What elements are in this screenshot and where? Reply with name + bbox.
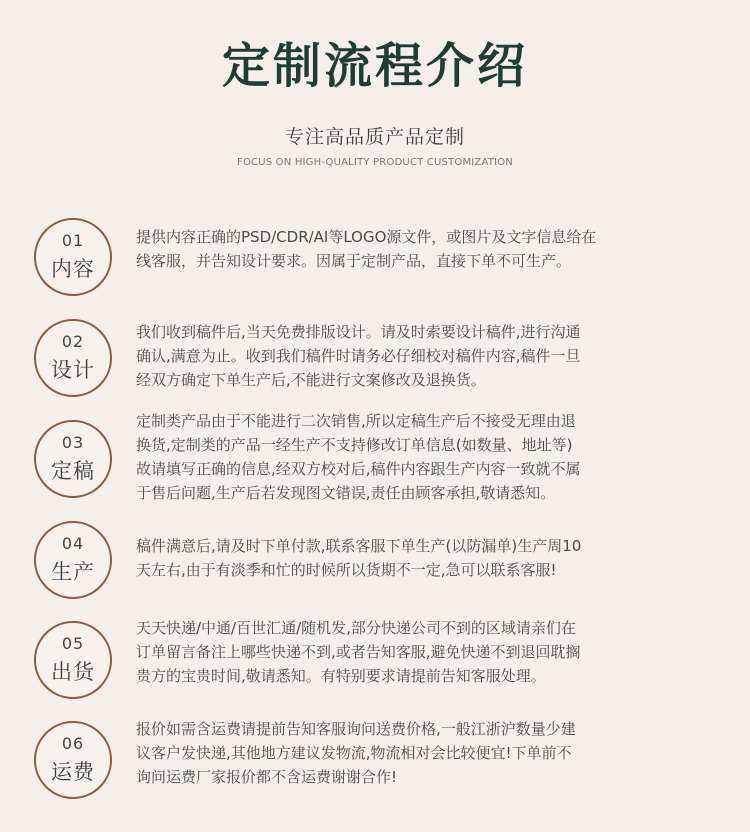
- page-subtitle: 专注高品质产品定制: [284, 126, 465, 148]
- step-label: 生产: [51, 560, 95, 584]
- step-number: 03: [61, 433, 85, 452]
- step-description: 天天快递/中通/百世汇通/随机发,部分快递公司不到的区域请亲们在 订单留言备注上哪些快递不到,或者告知客服,避免快递不到退回耽搁 贵方的宝贵时间,敬请悉知。有特别要求请提前告知客服处理。: [136, 619, 581, 685]
- step-label: 出货: [51, 660, 95, 684]
- step-04: [0, 521, 750, 621]
- step-number: 02: [61, 332, 85, 351]
- step-description: 提供内容正确的PSD/CDR/AI等LOGO源文件，或图片及文字信息给在 线客服，并告知设计要求。因属于定制产品，直接下单不可生产。: [136, 228, 597, 270]
- page-header: [0, 0, 750, 190]
- step-label: 运费: [51, 760, 95, 784]
- page-title: 定制流程介绍: [221, 38, 528, 94]
- step-05: [0, 621, 750, 721]
- step-badge: [34, 218, 112, 296]
- step-number: 06: [61, 734, 85, 753]
- step-badge: [34, 621, 112, 699]
- process-steps: [0, 196, 750, 832]
- step-description: 我们收到稿件后,当天免费排版设计。请及时索要设计稿件,进行沟通 确认,满意为止。收到我们稿件时请务必仔细校对稿件内容,稿件一旦 经双方确定下单生产后,不能进行文案修改及退换货。: [136, 323, 581, 389]
- step-number: 01: [61, 231, 85, 250]
- step-badge: [34, 319, 112, 397]
- step-description: 定制类产品由于不能进行二次销售,所以定稿生产后不接受无理由退 换货,定制类的产品一经生产不支持修改订单信息(如数量、地址等) 故请填写正确的信息,经双方校对后,稿件内容跟生产内容一致就不属 于售后问题,生产后若发现图文错误,责任由顾客承担,敬请悉知。: [136, 412, 581, 502]
- step-number: 05: [61, 634, 85, 653]
- step-label: 设计: [51, 358, 95, 382]
- step-number: 04: [61, 534, 85, 553]
- page-subtitle-english: FOCUS ON HIGH-QUALITY PRODUCT CUSTOMIZATION: [237, 157, 513, 168]
- step-label: 内容: [51, 257, 95, 281]
- step-badge: [34, 420, 112, 498]
- step-badge: [34, 721, 112, 799]
- step-description: 稿件满意后,请及时下单付款,联系客服下单生产(以防漏单)生产周10 天左右,由于有淡季和忙的时候所以货期不一定,急可以联系客服!: [136, 537, 582, 579]
- step-02: [0, 319, 750, 419]
- step-badge: [34, 521, 112, 599]
- step-03: [0, 412, 750, 520]
- step-01: [0, 218, 750, 318]
- step-06: [0, 721, 750, 821]
- step-label: 定稿: [51, 459, 95, 483]
- step-description: 报价如需含运费请提前告知客服询问送费价格,一般江浙沪数量少建 议客户发快递,其他地方建议发物流,物流相对会比较便宜!下单前不 询问运费厂家报价都不含运费谢谢合作!: [136, 720, 576, 786]
